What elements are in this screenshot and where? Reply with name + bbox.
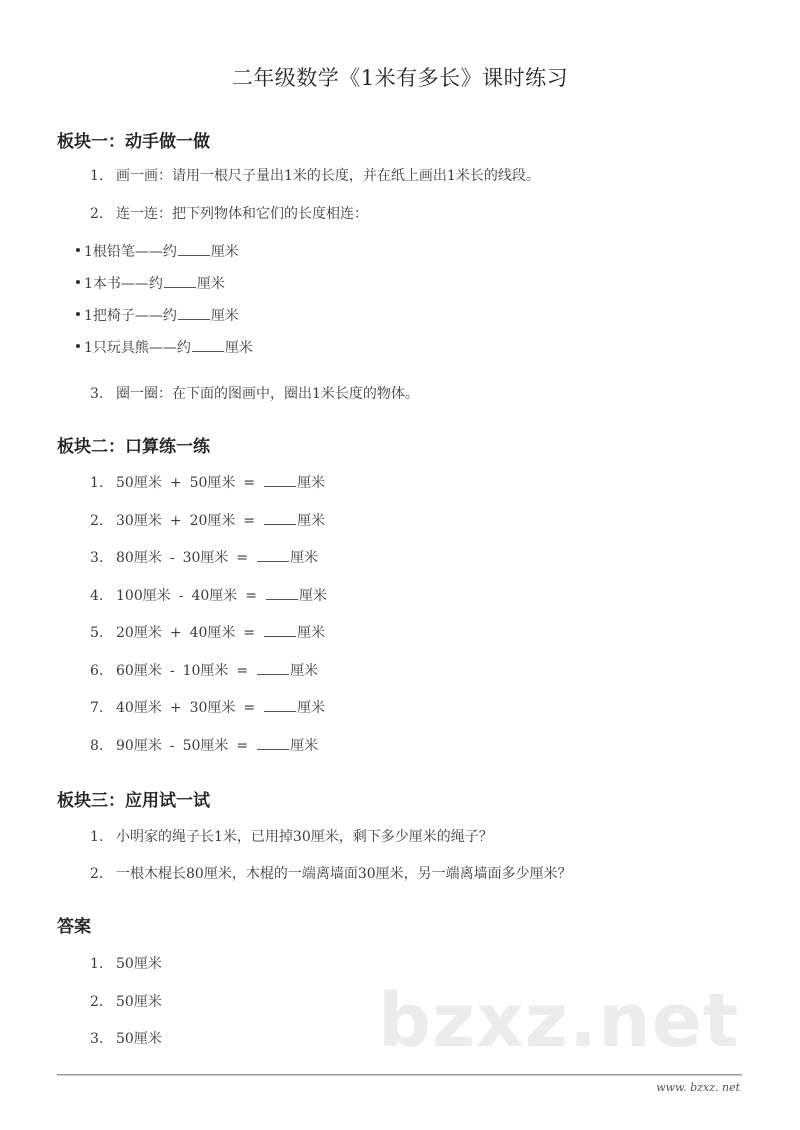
answer-item-3 [90,1028,162,1048]
bullet-item-pencil [76,241,239,261]
item-number: 1. [90,829,104,845]
operand-a: 90厘米 [116,738,162,754]
item-number: 4. [90,588,104,604]
section1-item-3 [90,383,419,403]
operand-b: 10厘米 [182,663,229,679]
operand-b: 20厘米 [189,513,236,529]
answer-blank[interactable] [266,598,298,600]
answer-blank[interactable] [264,523,296,525]
section1-item-2 [90,203,368,223]
operand-a: 80厘米 [116,550,162,566]
approx-label: ——约 [120,276,163,292]
object-name: 1根铅笔 [84,244,135,260]
calc-item-4 [90,585,327,605]
operator: - [178,588,184,604]
answer-blank[interactable] [257,673,289,675]
approx-label: ——约 [134,244,177,260]
object-name: 1本书 [84,276,121,292]
item-number: 2. [90,866,104,882]
operand-a: 40厘米 [116,700,162,716]
calc-item-6 [90,660,318,680]
operator: + [169,700,182,716]
operand-a: 100厘米 [116,588,171,604]
calc-item-5 [90,622,325,642]
equals-sign: = [243,475,256,491]
item-text: 50厘米 [116,994,162,1010]
section3-item-2 [90,863,572,883]
item-number: 2. [90,513,104,529]
item-number: 1. [90,168,104,184]
equals-sign: = [243,625,256,641]
bullet-item-book [76,273,225,293]
unit-label: 厘米 [297,625,326,641]
calc-item-7 [90,697,325,717]
unit-label: 厘米 [297,700,326,716]
equals-sign: = [236,738,249,754]
item-number: 2. [90,206,104,222]
operand-a: 20厘米 [116,625,162,641]
answer-blank[interactable] [257,748,289,750]
bullet-icon [76,344,80,348]
section3-item-1 [90,826,493,846]
operator: - [169,550,175,566]
calc-item-2 [90,510,325,530]
item-text: 小明家的绳子长1米，已用掉30厘米，剩下多少厘米的绳子？ [116,829,493,845]
section-heading-1: 板块一：动手做一做 [57,132,210,152]
object-name: 1把椅子 [84,308,135,324]
answer-blank[interactable] [178,318,210,320]
operand-b: 40厘米 [191,588,238,604]
bullet-item-chair [76,305,239,325]
calc-item-8 [90,735,318,755]
answer-item-2 [90,991,162,1011]
section1-item-1 [90,165,540,185]
answer-blank[interactable] [264,710,296,712]
document-title: 二年级数学《1米有多长》课时练习 [231,66,569,90]
operand-b: 30厘米 [182,550,229,566]
unit-label: 厘米 [210,308,239,324]
item-number: 1. [90,956,104,972]
equals-sign: = [236,550,249,566]
operator: + [169,513,182,529]
unit-label: 厘米 [196,276,225,292]
item-text: 画一画：请用一根尺子量出1米的长度，并在纸上画出1米长的线段。 [116,168,540,184]
operator: + [169,475,182,491]
approx-label: ——约 [148,340,191,356]
item-text: 连一连：把下列物体和它们的长度相连： [116,206,368,222]
item-number: 3. [90,1031,104,1047]
answer-blank[interactable] [178,254,210,256]
footer-divider [57,1074,742,1076]
section-heading-2: 板块二：口算练一练 [57,437,210,457]
item-number: 6. [90,663,104,679]
item-number: 7. [90,700,104,716]
answer-blank[interactable] [264,635,296,637]
item-text: 圈一圈：在下面的图画中，圈出1米长度的物体。 [116,386,419,402]
item-number: 3. [90,386,104,402]
item-number: 2. [90,994,104,1010]
operand-a: 50厘米 [116,475,162,491]
equals-sign: = [243,513,256,529]
unit-label: 厘米 [290,738,319,754]
bullet-icon [76,280,80,284]
unit-label: 厘米 [210,244,239,260]
operand-a: 60厘米 [116,663,162,679]
watermark: bzxz.net [378,978,740,1064]
answer-blank[interactable] [264,485,296,487]
calc-item-1 [90,472,325,492]
item-number: 8. [90,738,104,754]
unit-label: 厘米 [290,550,319,566]
unit-label: 厘米 [297,475,326,491]
calc-item-3 [90,547,318,567]
item-number: 1. [90,475,104,491]
item-number: 3. [90,550,104,566]
item-text: 50厘米 [116,1031,162,1047]
operator: + [169,625,182,641]
bullet-icon [76,248,80,252]
operand-b: 50厘米 [182,738,229,754]
section-heading-answers: 答案 [57,917,91,937]
equals-sign: = [245,588,258,604]
equals-sign: = [243,700,256,716]
answer-blank[interactable] [192,350,224,352]
unit-label: 厘米 [290,663,319,679]
bullet-item-teddy-bear [76,337,253,357]
operator: - [169,738,175,754]
section-heading-3: 板块三：应用试一试 [57,791,210,811]
operand-b: 40厘米 [189,625,236,641]
object-name: 1只玩具熊 [84,340,149,356]
approx-label: ——约 [134,308,177,324]
unit-label: 厘米 [299,588,328,604]
footer-url: www. bzxz. net [656,1081,740,1094]
operator: - [169,663,175,679]
answer-blank[interactable] [257,560,289,562]
operand-b: 50厘米 [189,475,236,491]
answer-blank[interactable] [164,286,196,288]
item-number: 5. [90,625,104,641]
operand-a: 30厘米 [116,513,162,529]
answer-item-1 [90,953,162,973]
item-text: 一根木棍长80厘米，木棍的一端离墙面30厘米，另一端离墙面多少厘米？ [116,866,572,882]
operand-b: 30厘米 [189,700,236,716]
item-text: 50厘米 [116,956,162,972]
equals-sign: = [236,663,249,679]
bullet-icon [76,312,80,316]
unit-label: 厘米 [224,340,253,356]
unit-label: 厘米 [297,513,326,529]
